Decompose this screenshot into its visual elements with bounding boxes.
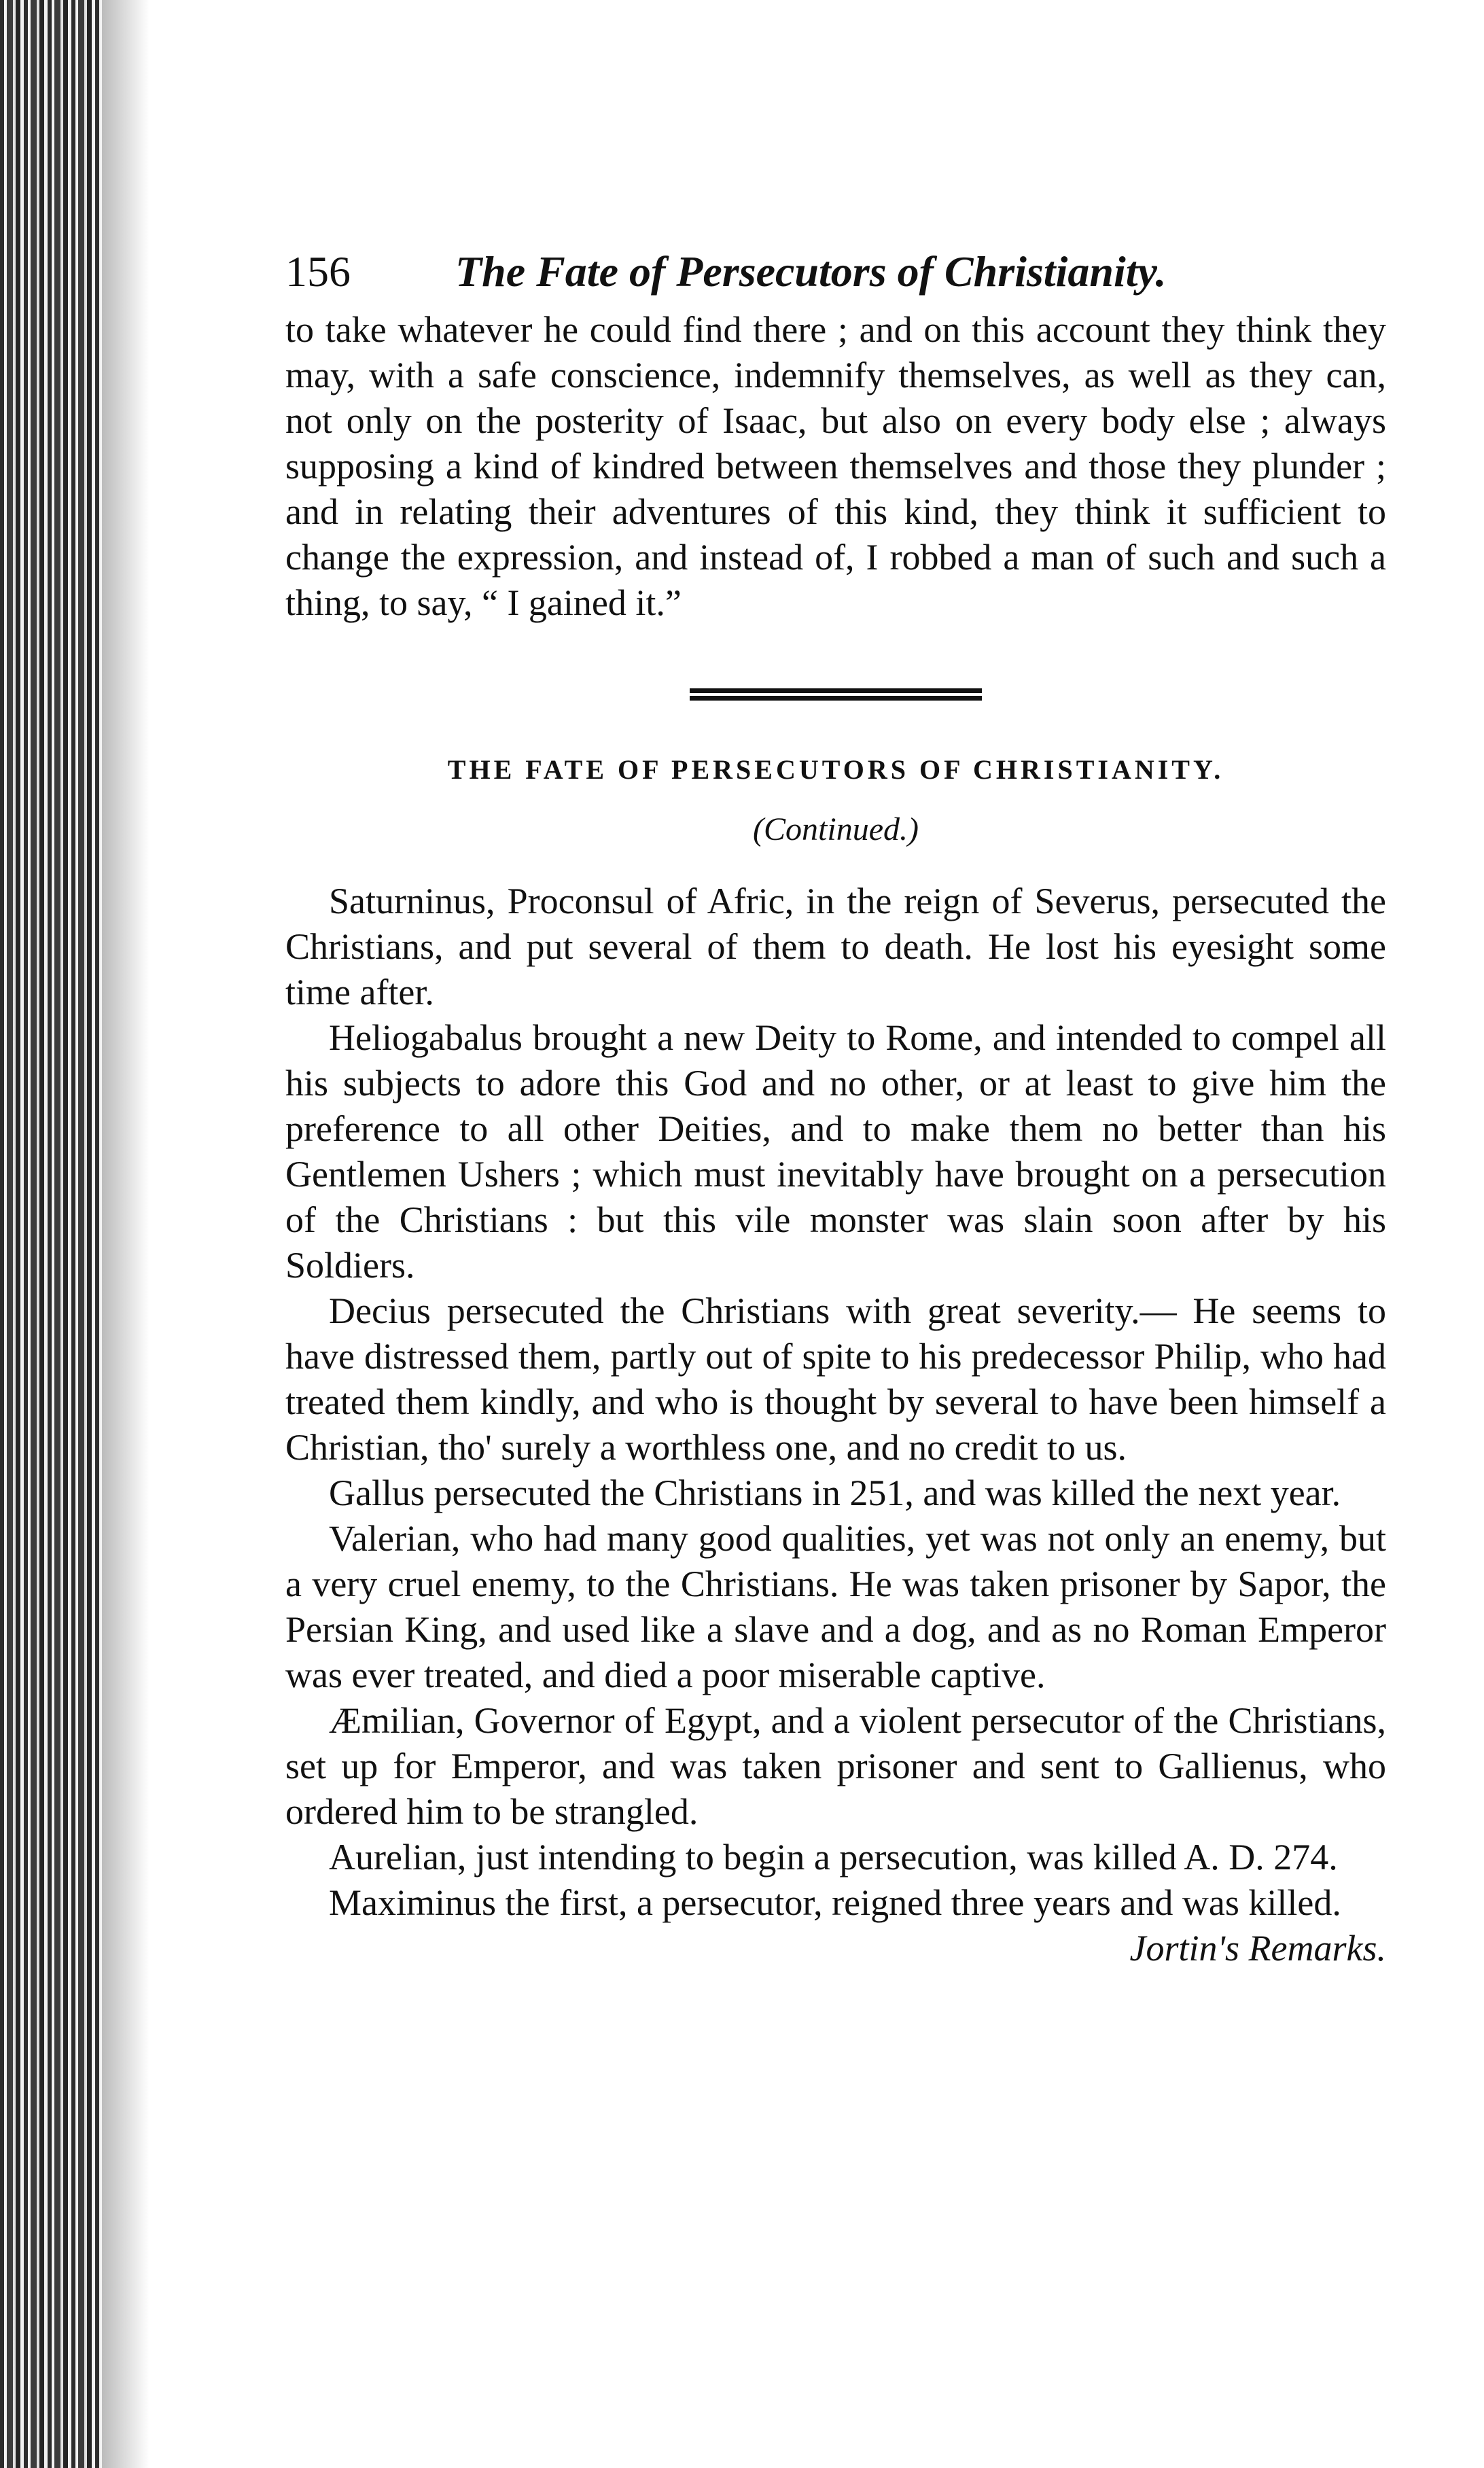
paragraph-valerian: Valerian, who had many good qualities, yet was not only an enemy, but a very cruel enemy, to the Christians. He was taken prisoner by Sapor, the Persian King, and used like a slave and a dog, and as no Roman Emperor was ever treated, and died a poor miserable captive. — [285, 1518, 1386, 1695]
paragraph-aemilian: Æmilian, Governor of Egypt, and a violent persecutor of the Christians, set up for Emperor, and was taken prisoner and sent to Gallienus, who ordered him to be strangled. — [285, 1700, 1386, 1832]
paragraph-maximinus-text: Maximinus the first, a persecutor, reigned three years and was killed. — [329, 1882, 1341, 1923]
paragraph-gallus: Gallus persecuted the Christians in 251, and was killed the next year. — [329, 1473, 1341, 1513]
article-title: THE FATE OF PERSECUTORS OF CHRISTIANITY. — [447, 754, 1224, 785]
running-header — [285, 245, 1386, 299]
article-body — [285, 879, 1386, 1969]
article-subtitle: (Continued.) — [753, 811, 919, 847]
attribution: Jortin's Remarks. — [1129, 1928, 1386, 1969]
paragraph-decius: Decius persecuted the Christians with great severity.— He seems to have distressed them, partly out of spite to his predecessor Philip, who had treated them kindly, and who is thought by several to have been himself a Christian, tho' surely a worthless one, and no credit to us. — [285, 1290, 1386, 1468]
intro-text — [285, 307, 1386, 626]
running-title: The Fate of Persecutors of Christianity. — [455, 247, 1167, 296]
intro-paragraph: to take whatever he could find there ; and on this account they think they may, with a safe conscience, indemnify themselves, as well as they can, not only on the posterity of Isaac, but also on every body else ; always supposing a kind of kindred between themselves and those they plunder ; and in relating their adventures of this kind, they think it sufficient to change the expression, and instead of, I robbed a man of such and such a thing, to say, “ I gained it.” — [285, 309, 1386, 623]
paragraph-heliogabalus: Heliogabalus brought a new Deity to Rome, and intended to compel all his subjects to adore this God and no other, or at least to give him the preference to all other Deities, and to make them no better than his Gentlemen Ushers ; which must inevitably have brought on a persecution of the Christians : but this vile monster was slain soon after by his Soldiers. — [285, 1017, 1386, 1286]
book-page — [285, 245, 1386, 2351]
section-divider — [690, 688, 982, 701]
paragraph-aurelian: Aurelian, just intending to begin a persecution, was killed A. D. 274. — [329, 1837, 1338, 1878]
gutter-shadow — [102, 0, 149, 2468]
book-binding-edge — [0, 0, 102, 2468]
paragraph-saturninus: Saturninus, Proconsul of Afric, in the reign of Severus, persecuted the Christians, and put several of them to death. He lost his eyesight some time after. — [285, 881, 1386, 1012]
page-number: 156 — [285, 247, 351, 296]
paragraph-maximinus — [285, 1880, 1386, 1969]
